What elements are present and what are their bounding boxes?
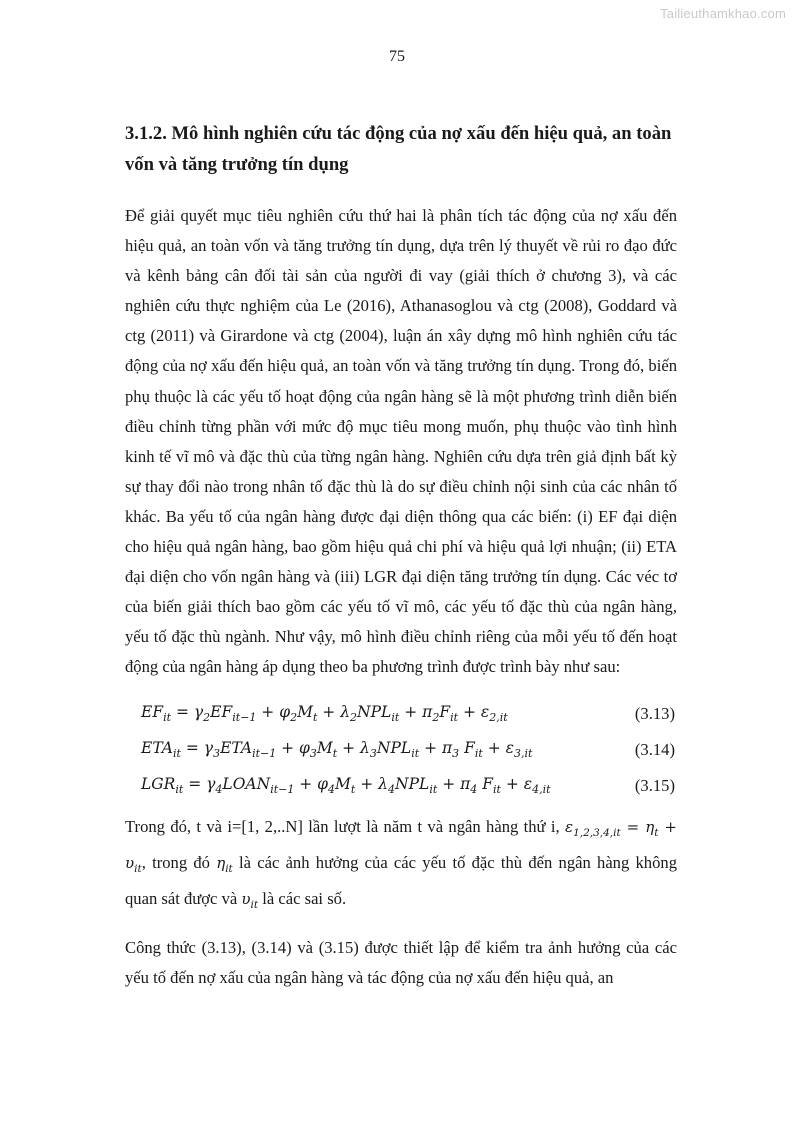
paragraph-definitions bbox=[125, 812, 677, 920]
equation-3-13 bbox=[125, 696, 677, 732]
definitions-text: Trong đó, t và i=[1, 2,..N] lần lượt là năm t và ngân hàng thứ i, bbox=[125, 816, 565, 836]
equation-formula: $LGR_{it}$ = $\gamma_4LOAN_{it-1} + \varphi_4M_t + \lambda_4NPL_{it} + \pi_4$ $F_{it} + \varepsilon_{4,it}$ bbox=[141, 774, 551, 797]
inline-math: $\upsilon_{it}$ bbox=[241, 889, 259, 911]
paragraph-intro: Để giải quyết mục tiêu nghiên cứu thứ hai là phân tích tác động của nợ xấu đến hiệu quả, an toàn vốn và tăng trưởng tín dụng, dựa trên lý thuyết về rủi ro đạo đức và kênh bảng cân đối tài sản của người đi vay (giải thích ở chương 3), và các nghiên cứu thực nghiệm của Le (2016), Athanasoglou và ctg (2008), Goddard và ctg (2011) và Girardone và ctg (2004), luận án xây dựng mô hình nghiên cứu tác động của nợ xấu đến hiệu quả, an toàn vốn và tăng trưởng tín dụng. Trong đó, biến phụ thuộc là các yếu tố hoạt động của ngân hàng sẽ là một phương trình diễn biến điều chỉnh từng phần với mức độ mục tiêu mong muốn, phụ thuộc vào tình hình kinh tế vĩ mô và đặc thù của từng ngân hàng. Nghiên cứu dựa trên giả định bất kỳ sự thay đổi nào trong nhân tố đặc thù là do sự điều chỉnh nội sinh của các nhân tố khác. Ba yếu tố của ngân hàng được đại diện thông qua các biến: (i) EF đại diện cho hiệu quả ngân hàng, bao gồm hiệu quả chi phí và hiệu quả lợi nhuận; (ii) ETA đại diện cho vốn ngân hàng và (iii) LGR đại diện tăng trưởng tín dụng. Các véc tơ của biến giải thích bao gồm các yếu tố vĩ mô, các yếu tố đặc thù của ngân hàng, yếu tố đặc thù ngành. Như vậy, mô hình điều chỉnh riêng của mỗi yếu tố đến hoạt động của ngân hàng áp dụng theo ba phương trình được trình bày như sau: bbox=[125, 206, 677, 677]
definitions-text: là các ảnh hưởng của các yếu tố đặc thù đến ngân hàng không quan sát được và bbox=[125, 852, 677, 908]
equation-formula: $EF_{it} = \gamma_2EF_{it-1} + \varphi_2M_t + \lambda_2NPL_{it} + \pi_2F_{it} + \varepsilon_{2,it}$ bbox=[141, 702, 508, 725]
document-body bbox=[125, 118, 677, 1006]
definitions-text: là các sai số. bbox=[258, 888, 347, 908]
equation-formula: $ETA_{it} = \gamma_3ETA_{it-1} + \varphi_3M_t + \lambda_3NPL_{it} + \pi_3$ $F_{it} + \varepsilon_{3,it}$ bbox=[141, 738, 533, 761]
inline-math: $\eta_{it}$ bbox=[216, 853, 233, 875]
equation-number: (3.13) bbox=[634, 703, 675, 723]
equation-number: (3.14) bbox=[634, 739, 675, 759]
page-number: 75 bbox=[389, 48, 405, 65]
paragraph-conclusion: Công thức (3.13), (3.14) và (3.15) được thiết lập để kiểm tra ảnh hưởng của các yếu tố đến nợ xấu của ngân hàng và tác động của nợ xấu đến hiệu quả, an bbox=[125, 937, 677, 987]
definitions-text: , trong đó bbox=[141, 852, 217, 872]
equation-3-14 bbox=[125, 732, 677, 768]
equation-block bbox=[125, 696, 677, 804]
inline-math: $\varepsilon_{1,2,3,4,it} = \eta_t + \upsilon_{it}$ bbox=[125, 817, 677, 875]
equation-number: (3.15) bbox=[634, 775, 675, 795]
equation-3-15 bbox=[125, 768, 677, 804]
section-heading: 3.1.2. Mô hình nghiên cứu tác động của nợ xấu đến hiệu quả, an toàn vốn và tăng trưởng tín dụng bbox=[125, 123, 672, 175]
watermark: Tailieuthamkhao.com bbox=[660, 6, 786, 21]
